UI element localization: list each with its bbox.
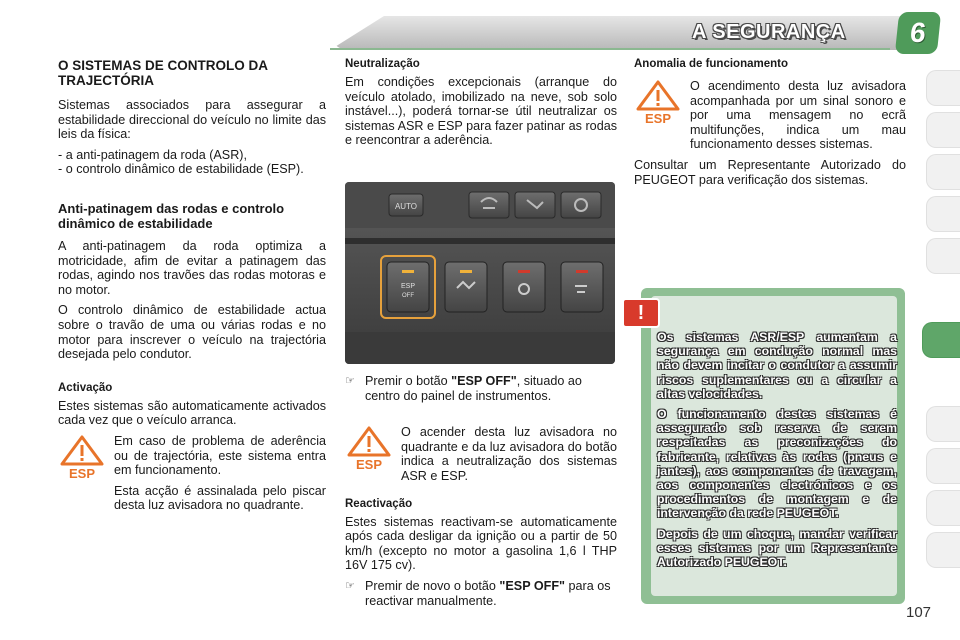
chapter-tab[interactable] [926, 238, 960, 274]
subsection-title: Anti-patinagem das rodas e controlo dinâmico de estabilidade [58, 200, 285, 231]
header-underline [330, 48, 890, 50]
neutralization-title: Neutralização [345, 58, 420, 70]
list-item: - a anti-patinagem da roda (ASR), [58, 147, 247, 162]
pointer-hand-icon: ☞ [345, 579, 355, 592]
neutralization-paragraph: Em condições excepcionais (arranque do veículo atolado, imobilizado na neve, sob solo instável...), poderá tornar-se útil neutralizar os sistemas ASR e ESP para fazer patinar as rodas e reencontrar a aderência. [345, 75, 617, 148]
exclamation-icon: ! [622, 298, 660, 328]
chapter-tab[interactable] [926, 448, 960, 484]
warning-box-paragraph: Os sistemas ASR/ESP aumentam a segurança em condução normal mas não devem incitar o condutor a assumir riscos suplementares ou a circular a altas velocidades. [657, 330, 897, 401]
chapter-tab-active[interactable] [922, 322, 960, 358]
safety-warning-text [657, 330, 897, 575]
asr-paragraph: A anti-patinagem da roda optimiza a motricidade, afim de evitar a patinagem das rodas, agindo nos travões das rodas motoras e no motor. [58, 238, 326, 297]
chapter-badge: 6 [895, 12, 941, 54]
safety-warning-box [641, 288, 905, 604]
chapter-tab[interactable] [926, 490, 960, 526]
dashboard-photo [345, 182, 615, 364]
intro-paragraph: Sistemas associados para assegurar a estabilidade direccional do veículo no limite das leis da física: [58, 98, 326, 142]
reactivation-title: Reactivação [345, 497, 413, 510]
svg-text:ESP: ESP [68, 465, 96, 480]
chapter-tab[interactable] [926, 196, 960, 232]
neutralization-lamp-paragraph: O acender desta luz avisadora no quadrante e da luz avisadora do botão indica a neutralização dos sistemas ASR e ESP. [401, 425, 617, 483]
warning-box-paragraph: O funcionamento destes sistemas é assegurado sob reserva de serem respeitadas as preconizações do fabricante, relativas às rodas (pneus e jantes), aos componentes de travagem, aos componentes electrónicos e os procedimentos de montagem e de intervenção da rede PEUGEOT. [657, 407, 897, 521]
column-right [634, 58, 906, 193]
esp-paragraph: O controlo dinâmico de estabilidade actua sobre o travão de uma ou várias rodas e no motor para inscrever o veículo na trajectória desejada pelo condutor. [58, 303, 326, 362]
svg-text:ESP: ESP [400, 283, 416, 290]
column-middle-lower [345, 374, 617, 614]
instruction-press-esp-off: ☞ Premir o botão "ESP OFF", situado ao centro do painel de instrumentos. [345, 374, 582, 403]
esp-off-button-label: "ESP OFF" [451, 374, 517, 388]
anomaly-paragraph: O acendimento desta luz avisadora acompanhada por um sinal sonoro e por uma mensagem no ecrã multifunções, indica um mau funcionamento desses sistemas. [690, 79, 906, 152]
column-middle [345, 58, 617, 154]
esp-off-button-label: "ESP OFF" [499, 578, 566, 593]
svg-text:OFF: OFF [402, 293, 414, 299]
svg-text:AUTO: AUTO [394, 202, 418, 211]
consult-paragraph: Consultar um Representante Autorizado do PEUGEOT para verificação dos sistemas. [634, 157, 906, 187]
systems-list [58, 148, 326, 177]
svg-text:ESP: ESP [644, 111, 672, 125]
esp-warning-icon [345, 425, 393, 471]
warning-box-paragraph: Depois de um choque, mandar verificar esses sistemas por um Representante Autorizado PEUGEOT. [657, 526, 897, 570]
list-item: - o controlo dinâmico de estabilidade (ESP). [58, 162, 304, 177]
chapter-tab[interactable] [926, 70, 960, 106]
anomaly-title: Anomalia de funcionamento [634, 58, 788, 70]
warning-lamp-note [58, 434, 326, 519]
section-title: O SISTEMAS DE CONTROLO DA TRAJECTÓRIA [58, 58, 268, 88]
page-title: A SEGURANÇA [692, 21, 846, 43]
esp-warning-icon [634, 79, 682, 125]
activation-paragraph: Estes sistemas são automaticamente activados cada vez que o veículo arranca. [58, 398, 326, 428]
activation-title: Activação [58, 381, 113, 394]
reactivation-paragraph: Estes sistemas reactivam-se automaticamente após cada desligar da ignição ou a partir de 50 km/h (excepto no motor a gasolina 1,6 l THP 16V 175 cv). [345, 514, 617, 573]
anomaly-lamp-note [634, 79, 906, 158]
neutralization-lamp-note [345, 425, 617, 489]
svg-text:ESP: ESP [355, 457, 383, 472]
chapter-tab[interactable] [926, 112, 960, 148]
esp-warning-icon [58, 434, 106, 480]
page-number: 107 [906, 604, 932, 621]
chapter-tab[interactable] [926, 532, 960, 568]
chapter-tab[interactable] [926, 154, 960, 190]
column-left [58, 58, 326, 519]
esp-off-button-illustration [345, 182, 615, 364]
warning-paragraph: Em caso de problema de aderência ou de trajectória, este sistema entra em funcionamento. [114, 433, 326, 478]
pointer-hand-icon: ☞ [345, 375, 355, 387]
chapter-tab[interactable] [926, 406, 960, 442]
chapter-tabs [926, 70, 960, 610]
instruction-press-esp-off-again: ☞ Premir de novo o botão "ESP OFF" para os reactivar manualmente. [345, 578, 611, 608]
warning-paragraph: Esta acção é assinalada pelo piscar desta luz avisadora no quadrante. [114, 483, 326, 513]
